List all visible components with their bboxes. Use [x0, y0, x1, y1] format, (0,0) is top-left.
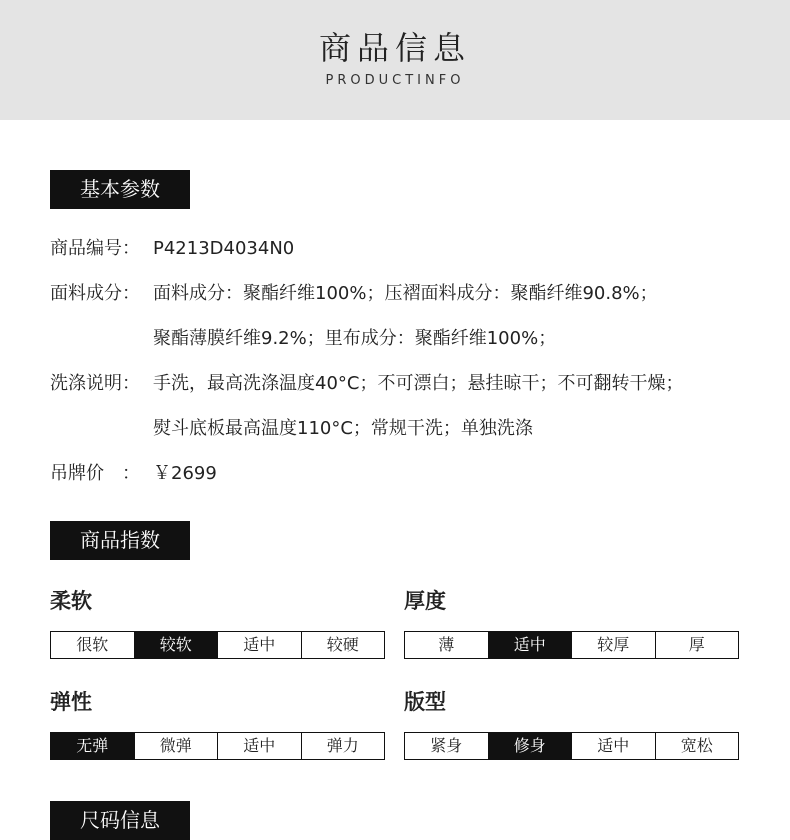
section-heading-basic: 基本参数 — [50, 170, 190, 209]
param-row-material — [50, 281, 658, 307]
param-value: 手洗，最高洗涤温度40°C；不可漂白；悬挂晾干；不可翻转干燥； — [153, 373, 684, 394]
scale-option-selected: 适中 — [489, 632, 573, 658]
scale-option: 厚 — [656, 632, 739, 658]
page-subtitle: PRODUCTINFO — [325, 73, 465, 88]
param-label: 洗涤说明： — [50, 373, 140, 394]
param-value: P4213D4034N0 — [153, 238, 295, 259]
param-label: 商品编号： — [50, 238, 140, 259]
scale-softness — [50, 631, 385, 659]
scale-option: 适中 — [218, 632, 302, 658]
scale-option: 很软 — [51, 632, 135, 658]
scale-option: 较硬 — [302, 632, 385, 658]
page-header — [0, 0, 790, 120]
index-title-fit: 版型 — [404, 690, 446, 714]
param-row-price — [50, 461, 217, 487]
section-heading-index: 商品指数 — [50, 521, 190, 560]
param-value: 面料成分：聚酯纤维100%；压褶面料成分：聚酯纤维90.8%； — [153, 283, 658, 304]
scale-option: 适中 — [218, 733, 302, 759]
param-value: ￥2699 — [153, 463, 217, 484]
section-heading-size: 尺码信息 — [50, 801, 190, 840]
scale-option: 薄 — [405, 632, 489, 658]
page-title: 商品信息 — [318, 29, 471, 67]
scale-option: 弹力 — [302, 733, 385, 759]
index-title-elasticity: 弹性 — [50, 690, 92, 714]
param-label: 吊牌价 ： — [50, 463, 140, 484]
param-row-wash — [50, 371, 683, 397]
scale-option: 宽松 — [656, 733, 739, 759]
scale-option: 微弹 — [135, 733, 219, 759]
scale-option-selected: 无弹 — [51, 733, 135, 759]
index-title-thickness: 厚度 — [404, 589, 446, 613]
scale-option-selected: 修身 — [489, 733, 573, 759]
param-value-continued: 聚酯薄膜纤维9.2%；里布成分：聚酯纤维100%； — [153, 328, 557, 349]
param-label: 面料成分： — [50, 283, 140, 304]
scale-option-selected: 较软 — [135, 632, 219, 658]
scale-fit — [404, 732, 739, 760]
index-title-softness: 柔软 — [50, 589, 92, 613]
param-row-code — [50, 236, 294, 262]
scale-elasticity — [50, 732, 385, 760]
scale-option: 紧身 — [405, 733, 489, 759]
param-value-continued: 熨斗底板最高温度110°C；常规干洗；单独洗涤 — [153, 418, 533, 439]
scale-option: 较厚 — [572, 632, 656, 658]
scale-option: 适中 — [572, 733, 656, 759]
scale-thickness — [404, 631, 739, 659]
